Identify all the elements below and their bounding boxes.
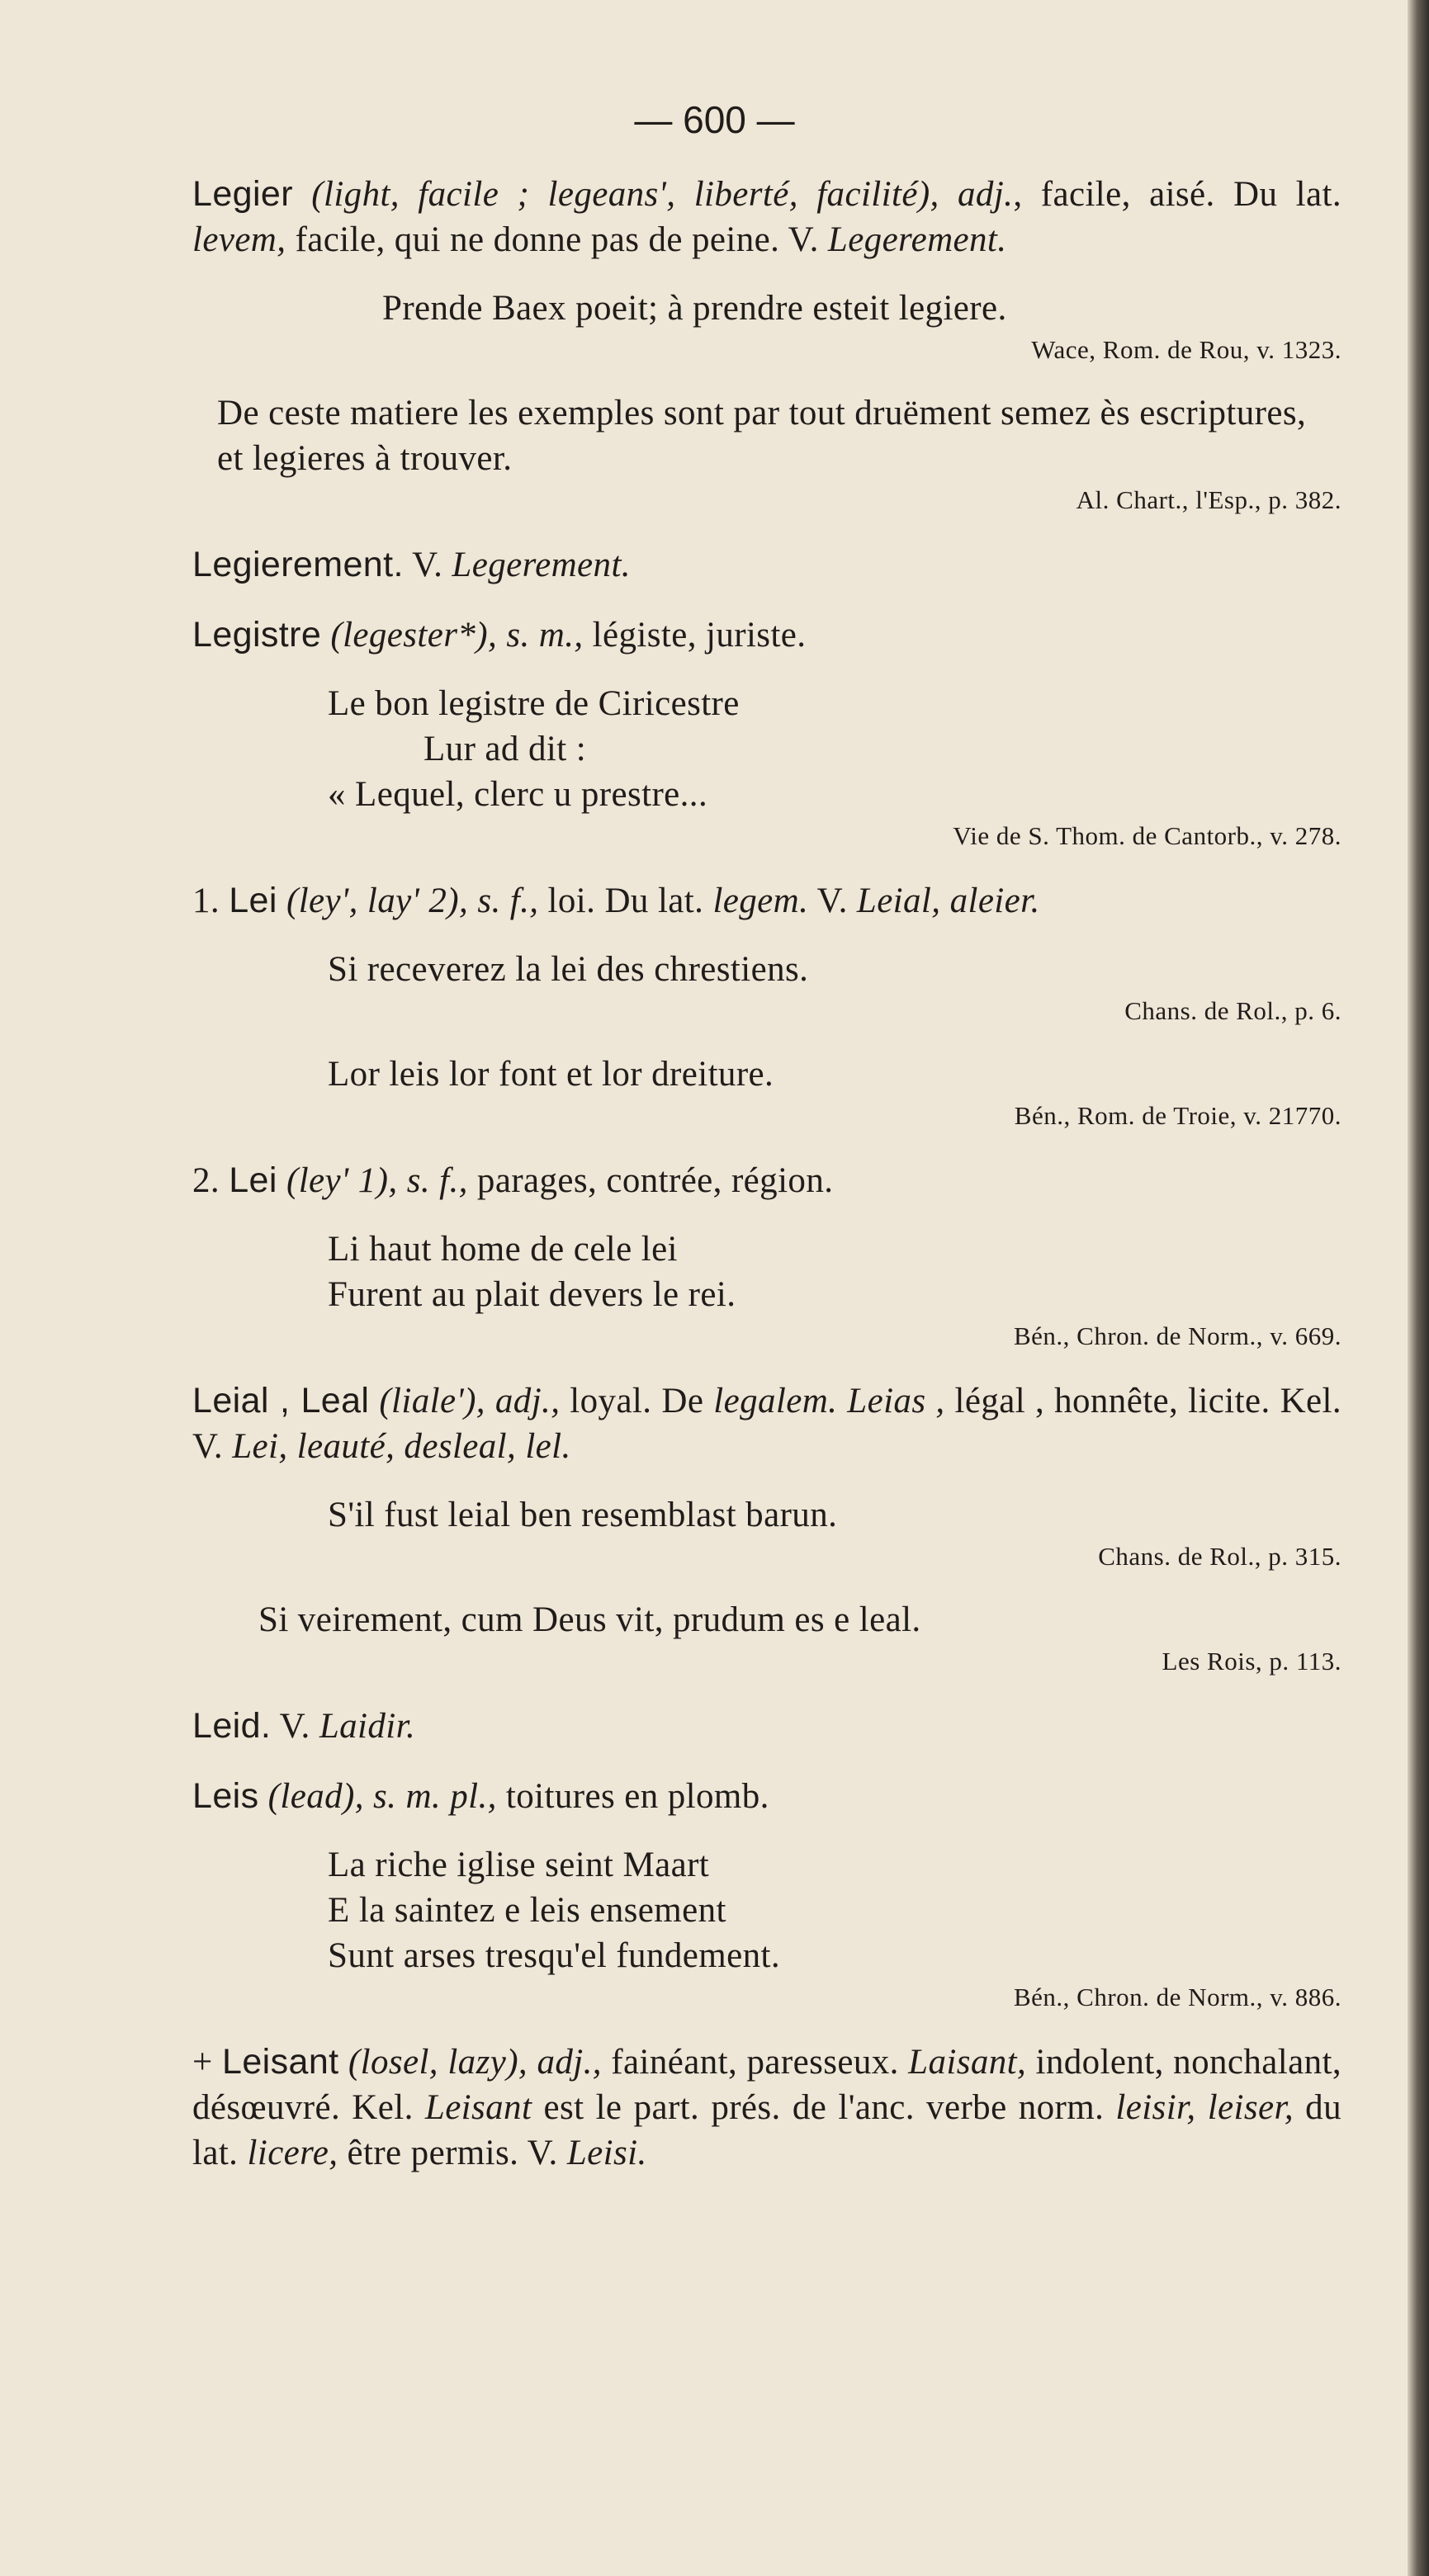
citation-line: Furent au plait devers le rei. (328, 1275, 736, 1314)
variant-form: Laisant, (908, 2043, 1027, 2082)
citation-source: Wace, Rom. de Rou, v. 1323. (1031, 335, 1341, 364)
definition: toitures en plomb. (496, 1777, 769, 1816)
citation-line: Lor leis lor font et lor dreiture. (328, 1055, 774, 1094)
cross-reference: Leial, aleier. (856, 882, 1040, 920)
definition: V. (271, 1707, 319, 1746)
part-of-speech: adj. (958, 175, 1014, 214)
citation-line: S'il fust leial ben resemblast barun. (328, 1496, 838, 1534)
citation-line: Lur ad dit : (423, 730, 587, 768)
etymology: (light, facile ; legeans', liberté, facilité), (311, 175, 939, 214)
entry-lei-1 (192, 878, 1341, 924)
homonym-number: 2. (192, 1161, 220, 1200)
latin-form: licere, (247, 2134, 338, 2172)
definition-cont: indolent, nonchalant, désœuvré. Kel. (192, 2043, 1341, 2127)
headword: Leis (192, 1776, 259, 1816)
definition-cont: V. (808, 882, 848, 920)
part-of-speech: s. m., (506, 616, 584, 655)
headword: Legistre (192, 615, 322, 655)
etymology: (liale'), (379, 1382, 485, 1420)
entry-legier (192, 172, 1341, 262)
citation (192, 1052, 1341, 1133)
etymology: (ley' 1), (286, 1161, 398, 1200)
definition: légiste, juriste. (583, 616, 807, 655)
etymology: (lead), (267, 1777, 364, 1816)
citation-source: Bén., Chron. de Norm., v. 886. (1013, 1983, 1341, 2011)
page-number: — 600 — (634, 98, 795, 141)
definition-cont: facile, qui ne donne pas de peine. V. (286, 220, 819, 259)
part-of-speech: s. m. pl., (373, 1777, 497, 1816)
citation-line: « Lequel, clerc u prestre... (328, 775, 708, 814)
etymology: (losel, lazy), (348, 2043, 528, 2082)
citation-source: Chans. de Rol., p. 6. (1124, 996, 1341, 1025)
citation (192, 1597, 1341, 1679)
part-of-speech: s. f., (406, 1161, 468, 1200)
headword: Lei (229, 881, 277, 920)
entry-lei-2 (192, 1158, 1341, 1203)
etymology: (ley', lay' 2), (286, 882, 469, 920)
part-of-speech: adj., (494, 1382, 561, 1420)
citation-line: De ceste matiere les exemples sont par tout druëment semez ès escriptures, et legieres à trouver. (217, 394, 1307, 478)
definition: loi. Du lat. (538, 882, 704, 920)
citation-line: La riche iglise seint Maart (328, 1846, 710, 1884)
citation-source: Bén., Rom. de Troie, v. 21770. (1014, 1101, 1341, 1130)
citation (192, 681, 1341, 853)
citation-source: Al. Chart., l'Esp., p. 382. (1076, 485, 1341, 514)
cross-reference: Legerement. (452, 546, 631, 584)
citation (192, 947, 1341, 1028)
entry-leisant (192, 2040, 1341, 2176)
cross-reference: Leisi. (566, 2134, 647, 2172)
definition-cont: est le part. prés. de l'anc. verbe norm. (532, 2088, 1105, 2127)
entry-legierement (192, 542, 1341, 588)
headword-ref: Leisant (424, 2088, 532, 2127)
definition: fainéant, paresseux. (601, 2043, 899, 2082)
page-text (192, 172, 1341, 2176)
headword: Legier (192, 174, 293, 214)
headword: Legierement. (192, 545, 404, 584)
entry-leial (192, 1378, 1341, 1469)
verb-forms: leisir, leiser, (1115, 2088, 1294, 2127)
entry-legistre (192, 612, 1341, 658)
citation-source: Les Rois, p. 113. (1162, 1647, 1341, 1676)
definition-cont: légal , honnête, licite. Kel. V. (192, 1382, 1341, 1466)
definition: loyal. De (560, 1382, 704, 1420)
headword: Leid. (192, 1706, 272, 1746)
entry-leid (192, 1704, 1341, 1749)
latin-form: levem, (192, 220, 286, 259)
definition: , facile, aisé. Du lat. (1013, 175, 1341, 214)
citation (192, 1492, 1341, 1574)
citation-source: Vie de S. Thom. de Cantorb., v. 278. (953, 821, 1341, 850)
definition-cont: être permis. V. (338, 2134, 558, 2172)
citation-line: E la saintez e leis ensement (328, 1891, 726, 1930)
headword: Leial , Leal (192, 1381, 370, 1420)
headword: Leisant (222, 2042, 339, 2082)
citation-line: Si veirement, cum Deus vit, prudum es e leal. (258, 1600, 921, 1639)
citation-source: Bén., Chron. de Norm., v. 669. (1013, 1321, 1341, 1350)
definition: parages, contrée, région. (467, 1161, 834, 1200)
addition-mark: + (192, 2043, 213, 2082)
citation-line: Le bon legistre de Ciricestre (328, 684, 740, 723)
definition-cont: du lat. (192, 2088, 1341, 2172)
latin-form: legalem. Leias , (713, 1382, 945, 1420)
etymology: (legester*), (330, 616, 498, 655)
page-edge (1408, 0, 1429, 2576)
entry-leis (192, 1774, 1341, 1819)
homonym-number: 1. (192, 882, 220, 920)
citation (192, 286, 1341, 367)
citation (192, 1227, 1341, 1354)
citation (192, 1842, 1341, 2015)
citation-source: Chans. de Rol., p. 315. (1098, 1542, 1341, 1571)
citation (192, 390, 1341, 518)
citation-line: Li haut home de cele lei (328, 1230, 678, 1269)
definition: V. (403, 546, 452, 584)
latin-form: legem. (712, 882, 809, 920)
cross-reference: Laidir. (319, 1707, 416, 1746)
part-of-speech: adj., (537, 2043, 602, 2082)
headword: Lei (229, 1160, 277, 1200)
citation-line: Prende Baex poeit; à prendre esteit legiere. (382, 289, 1007, 328)
citation-line: Si receverez la lei des chrestiens. (328, 950, 809, 989)
cross-reference: Lei, leauté, desleal, lel. (232, 1427, 571, 1466)
cross-reference: Legerement. (827, 220, 1007, 259)
part-of-speech: s. f., (477, 882, 539, 920)
citation-line: Sunt arses tresqu'el fundement. (328, 1936, 780, 1975)
